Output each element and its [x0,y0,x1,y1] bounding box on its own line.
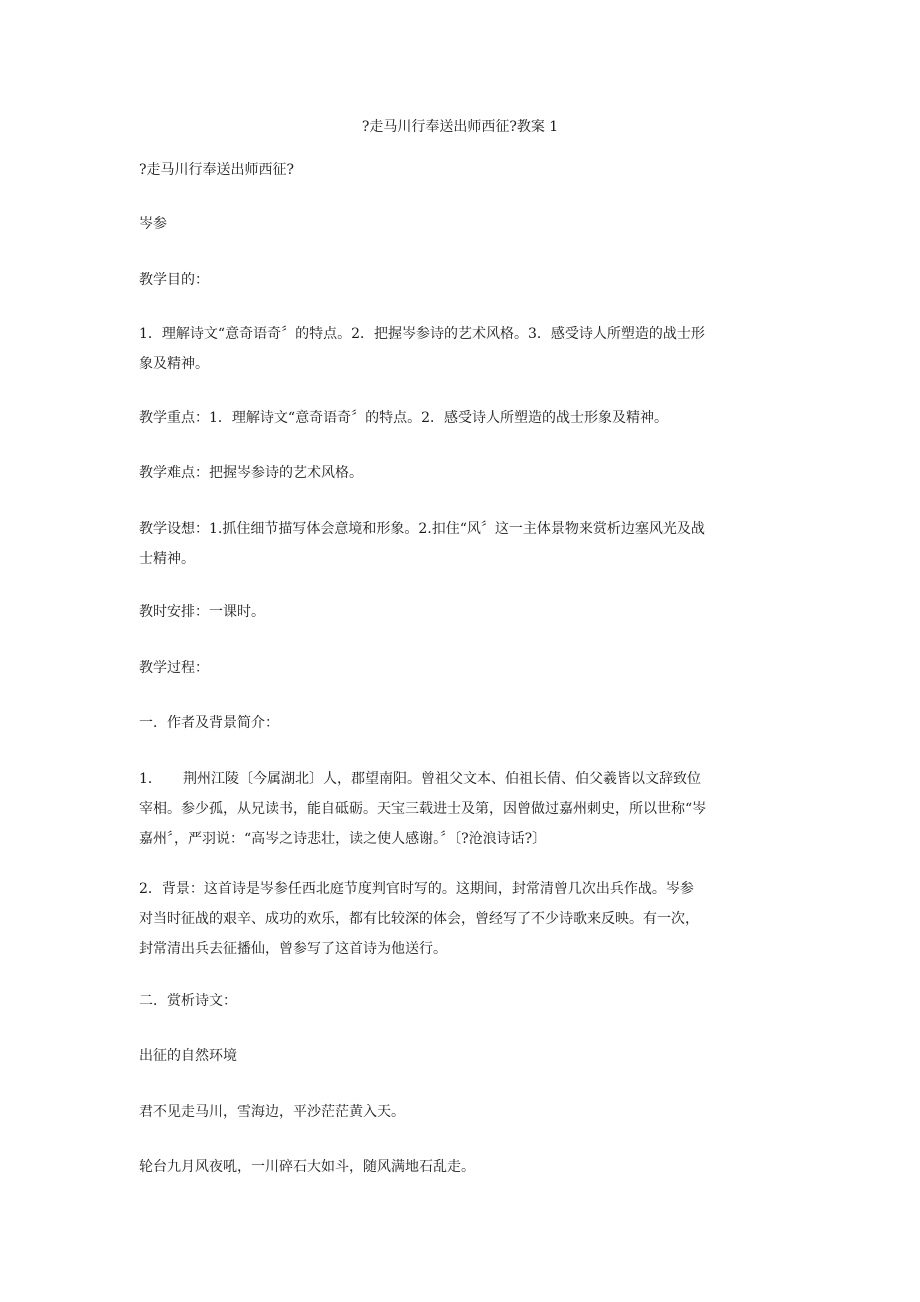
verse-text: 轮台九月风夜吼，一川碎石大如斗，随风满地石乱走。 [139,1159,475,1175]
author-name [139,209,799,239]
design-line: 教学设想：1.抓住细节描写体会意境和形象。2.扣住“风〞这一主体景物来赏析边塞风光及战 [139,521,705,537]
objectives-line: 象及精神。 [139,356,209,372]
verse-line-1 [139,1097,799,1127]
background-line: 2．背景：这首诗是岑参任西北庭节度判官时写的。这期间，封常清曾几次出兵作战。岑参 [139,881,694,897]
process-heading [139,653,799,683]
section2-heading [139,986,799,1016]
background-line: 对当时征战的艰辛、成功的欢乐，都有比较深的体会，曾经写了不少诗歌来反映。有一次， [139,911,699,927]
poem-title-text: ?走马川行奉送出师西征? [139,162,295,178]
author-name-text: 岑参 [139,216,167,232]
objectives-heading [139,265,799,295]
author-intro-line: 嘉州〞，严羽说：“高岑之诗悲壮，读之使人感谢。〞〔?沧浪诗话?〕 [139,831,547,847]
difficulties-text: 教学难点：把握岑参诗的艺术风格。 [139,465,363,481]
section1-heading-text: 一．作者及背景简介： [139,715,279,731]
poem-title [139,155,799,185]
difficulties-paragraph [139,458,799,488]
author-intro-text: 荆州江陵〔今属湖北〕人，郡望南阳。曾祖父文本、伯祖长倩、伯父羲皆以文辞致位 [183,771,701,787]
document-title: ?走马川行奉送出师西征?教案 1 [361,119,559,135]
design-paragraph [139,514,799,574]
process-heading-text: 教学过程： [139,660,209,676]
schedule-text: 教时安排：一课时。 [139,604,265,620]
key-points-paragraph [139,403,799,433]
section2-heading-text: 二．赏析诗文： [139,993,237,1009]
background-paragraph [139,874,799,964]
design-line: 士精神。 [139,551,195,567]
verse-line-2 [139,1152,799,1182]
author-intro-paragraph [139,764,799,854]
author-intro-line [139,764,799,794]
nature-heading-text: 出征的自然环境 [139,1048,237,1064]
key-points-text: 教学重点：1．理解诗文“意奇语奇〞的特点。2．感受诗人所塑造的战士形象及精神。 [139,410,668,426]
background-line: 封常清出兵去征播仙，曾参写了这首诗为他送行。 [139,941,447,957]
objectives-paragraph [139,319,799,379]
nature-heading [139,1041,799,1071]
objectives-heading-text: 教学目的： [139,272,209,288]
objectives-line: 1．理解诗文“意奇语奇〞的特点。2．把握岑参诗的艺术风格。3．感受诗人所塑造的战士形 [139,326,705,342]
verse-text: 君不见走马川，雪海边，平沙茫茫黄入天。 [139,1104,405,1120]
author-intro-line: 宰相。参少孤，从兄读书，能自砥砺。天宝三载进士及第，因曾做过嘉州刺史，所以世称“岑 [139,801,707,817]
author-intro-number: 1． [139,771,162,787]
schedule-paragraph [139,597,799,627]
section1-heading [139,708,799,738]
